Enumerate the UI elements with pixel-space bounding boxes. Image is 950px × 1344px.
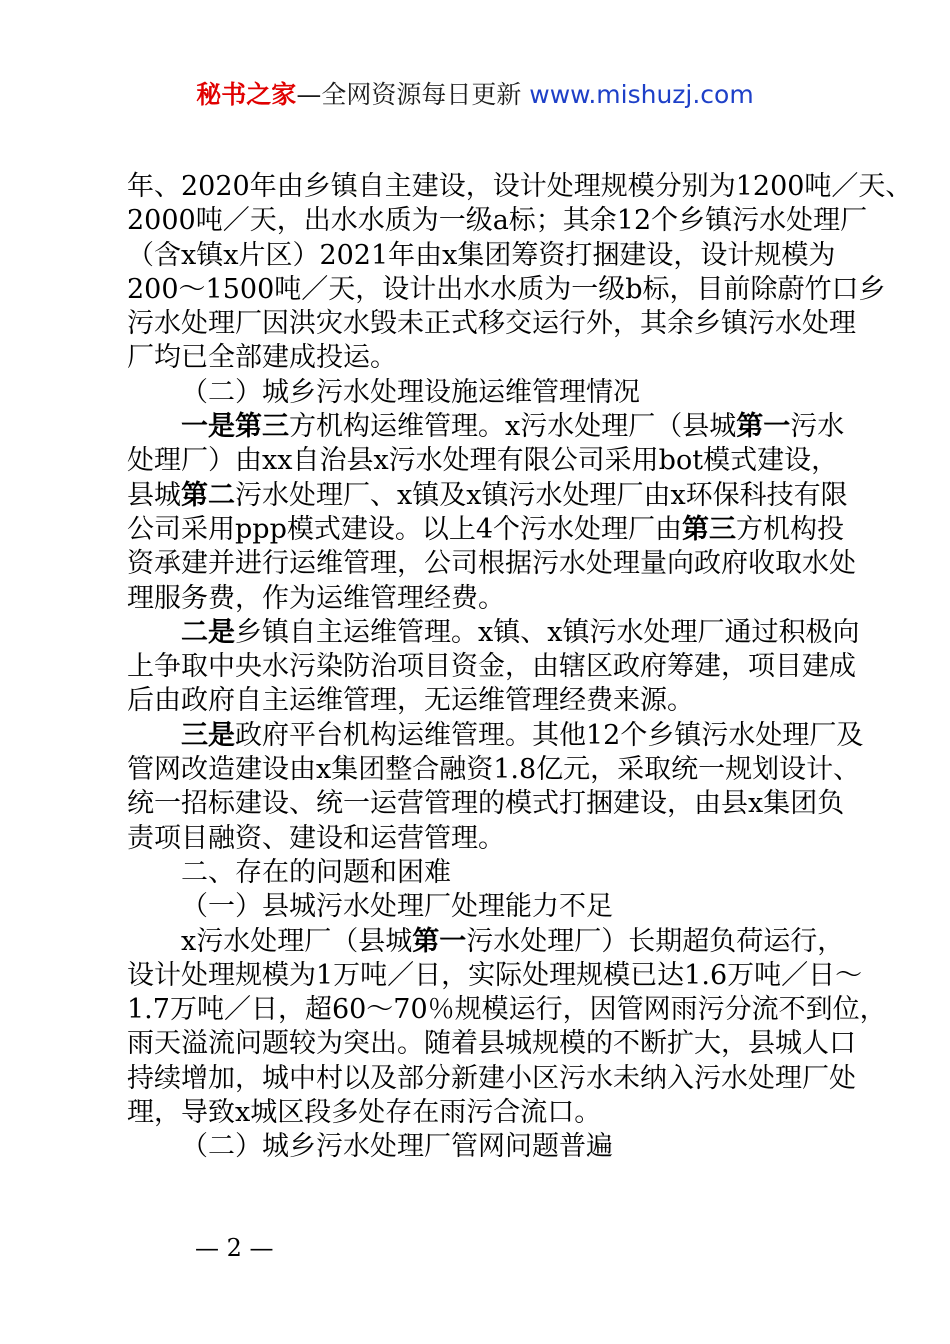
text-line — [127, 719, 864, 753]
text-line: 厂均已全部建成投运。 — [127, 342, 397, 374]
text-line: 年、2020年由乡镇自主建设，设计处理规模分别为1200吨／天、 — [127, 171, 913, 202]
page-number: — 2 — — [195, 1234, 274, 1262]
text-line: 2000吨／天，出水水质为一级a标；其余12个乡镇污水处理厂 — [127, 205, 868, 237]
text-line: 后由政府自主运维管理，无运维管理经费来源。 — [127, 685, 694, 717]
bold-lead: 二是 — [181, 616, 235, 648]
text-line: 设计处理规模为1万吨／日，实际处理规模已达1.6万吨／日～ — [127, 959, 863, 991]
text-span: 污水处理厂）长期超负荷运行， — [466, 925, 845, 957]
bold-term: 第一 — [412, 925, 467, 957]
text-span: 方机构运维管理。x污水处理厂（县城 — [289, 411, 737, 443]
text-line: 处理厂）由xx自治县x污水处理有限公司采用bot模式建设， — [127, 445, 839, 477]
text-line: 雨天溢流问题较为突出。随着县城规模的不断扩大，县城人口 — [127, 1028, 856, 1060]
section-heading: （二）城乡污水处理厂管网问题普遍 — [181, 1131, 613, 1163]
text-line: 管网改造建设由x集团整合融资1.8亿元，采取统一规划设计、 — [127, 754, 861, 786]
brand-name: 秘书之家 — [196, 80, 297, 109]
text-line: 污水处理厂因洪灾水毁未正式移交运行外，其余乡镇污水处理 — [127, 308, 856, 340]
text-line — [127, 410, 845, 444]
text-line: 上争取中央水污染防治项目资金，由辖区政府筹建，项目建成 — [127, 651, 856, 683]
bold-term: 第三 — [682, 513, 737, 545]
text-line: 统一招标建设、统一运营管理的模式打捆建设，由县x集团负 — [127, 788, 845, 820]
section-heading: 二、存在的问题和困难 — [181, 856, 451, 888]
text-line: 责项目融资、建设和运营管理。 — [127, 822, 505, 854]
section-heading: （二）城乡污水处理设施运维管理情况 — [181, 376, 640, 408]
document-body — [127, 170, 913, 1165]
text-line: 1.7万吨／日，超60～70％规模运行，因管网雨污分流不到位， — [127, 994, 887, 1026]
text-span: 政府平台机构运维管理。其他12个乡镇污水处理厂及 — [235, 719, 864, 751]
header-tagline: —全网资源每日更新 — [296, 80, 522, 109]
bold-term: 第一 — [736, 411, 791, 443]
site-url-link[interactable]: www.mishuzj.com — [529, 80, 754, 109]
text-span: 污水 — [790, 411, 845, 443]
text-line: （含x镇x片区）2021年由x集团筹资打捆建设，设计规模为 — [127, 239, 836, 271]
site-header — [0, 78, 950, 112]
text-line: 200～1500吨／天，设计出水水质为一级b标，目前除蔚竹口乡 — [127, 273, 886, 305]
text-span: x污水处理厂（县城 — [181, 925, 413, 957]
text-line — [127, 479, 848, 513]
text-line: 理，导致x城区段多处存在雨污合流口。 — [127, 1097, 602, 1129]
text-span: 县城 — [127, 479, 181, 511]
text-span: 公司采用ppp模式建设。以上4个污水处理厂由 — [127, 513, 683, 545]
text-span: 乡镇自主运维管理。x镇、x镇污水处理厂通过积极向 — [235, 616, 860, 648]
text-line — [127, 925, 845, 959]
text-line: 资承建并进行运维管理，公司根据污水处理量向政府收取水处 — [127, 548, 856, 580]
text-line — [127, 513, 845, 547]
text-span: 方机构投 — [736, 513, 845, 545]
text-line: 持续增加，城中村以及部分新建小区污水未纳入污水处理厂处 — [127, 1062, 856, 1094]
text-span: 污水处理厂、x镇及x镇污水处理厂由x环保科技有限 — [235, 479, 848, 511]
bold-term: 第二 — [181, 479, 235, 511]
text-line: 理服务费，作为运维管理经费。 — [127, 582, 505, 614]
bold-lead: 三是 — [181, 719, 235, 751]
bold-lead: 一是第三 — [181, 411, 289, 443]
text-line — [127, 616, 860, 650]
section-heading: （一）县城污水处理厂处理能力不足 — [181, 891, 613, 923]
